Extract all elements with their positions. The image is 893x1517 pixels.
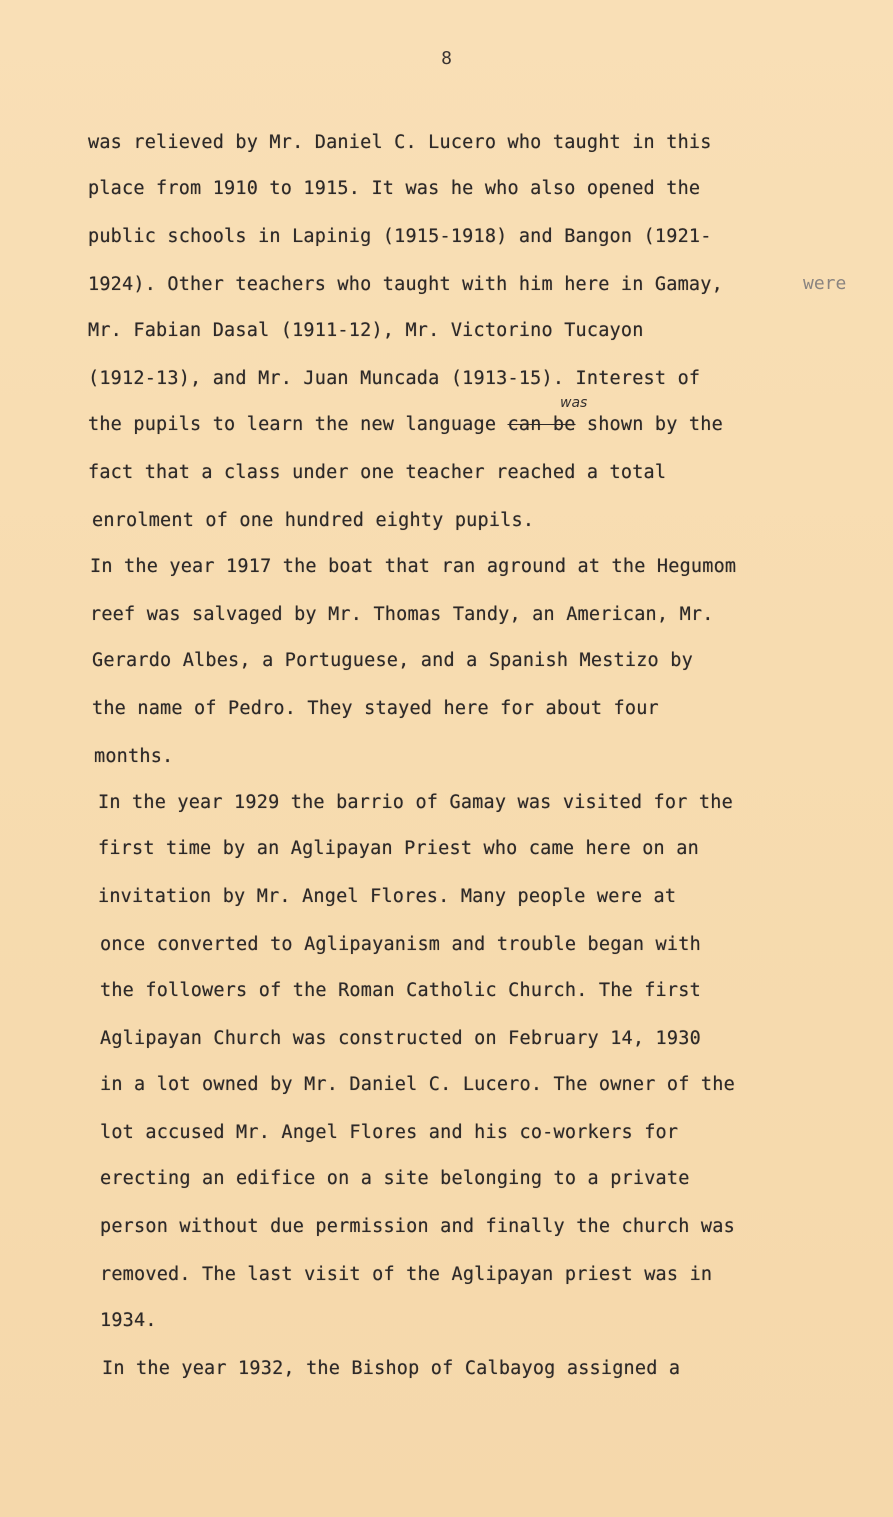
text-line-8: fact that a class under one teacher reached a total	[88, 462, 667, 483]
text-line-26: 1934.	[100, 1310, 157, 1331]
text-line-18: once converted to Aglipayanism and trouble began with	[100, 934, 701, 955]
text-line-5: Mr. Fabian Dasal (1911-12), Mr. Victorino Tucayon	[88, 320, 644, 341]
text-line-27: In the year 1932, the Bishop of Calbayog assigned a	[102, 1358, 681, 1379]
text-line-24: person without due permission and finally the church was	[100, 1216, 735, 1237]
text-line-4	[88, 274, 723, 295]
text-line-10: In the year 1917 the boat that ran aground at the Hegumom	[90, 556, 737, 577]
text-line-19: the followers of the Roman Catholic Church. The first	[100, 980, 701, 1001]
text-line-7-start: the pupils to learn the new language	[88, 414, 508, 435]
text-line-15: In the year 1929 the barrio of Gamay was visited for the	[98, 792, 733, 813]
text-line-2: place from 1910 to 1915. It was he who also opened the	[88, 178, 701, 199]
margin-note: were	[803, 273, 847, 294]
handwritten-insertion: was	[560, 395, 588, 411]
page-number: 8	[441, 48, 452, 69]
text-line-9: enrolment of one hundred eighty pupils.	[92, 510, 535, 531]
text-line-1: was relieved by Mr. Daniel C. Lucero who taught in this	[88, 132, 712, 153]
text-line-14: months.	[94, 746, 174, 767]
text-line-7-end: shown by the	[575, 414, 723, 435]
text-line-6: (1912-13), and Mr. Juan Muncada (1913-15). Interest of	[88, 368, 701, 389]
text-line-13: the name of Pedro. They stayed here for about four	[92, 698, 659, 719]
text-line-3: public schools in Lapinig (1915-1918) and Bangon (1921-	[88, 226, 712, 247]
text-line-17: invitation by Mr. Angel Flores. Many people were at	[98, 886, 677, 907]
text-line-20: Aglipayan Church was constructed on February 14, 1930	[100, 1028, 701, 1049]
text-line-11: reef was salvaged by Mr. Thomas Tandy, an American, Mr.	[90, 604, 714, 625]
text-line-16: first time by an Aglipayan Priest who came here on an	[98, 838, 699, 859]
struck-text: can be	[507, 414, 576, 435]
text-line-23: erecting an edifice on a site belonging to a private	[100, 1168, 690, 1189]
text-line-7	[88, 414, 723, 435]
text-line-25: removed. The last visit of the Aglipayan priest was in	[100, 1264, 713, 1285]
text-line-4-main: 1924). Other teachers who taught with him here in Gamay,	[88, 274, 723, 295]
text-line-21: in a lot owned by Mr. Daniel C. Lucero. The owner of the	[100, 1074, 735, 1095]
text-line-22: lot accused Mr. Angel Flores and his co-workers for	[100, 1122, 679, 1143]
text-line-12: Gerardo Albes, a Portuguese, and a Spanish Mestizo by	[92, 650, 693, 671]
